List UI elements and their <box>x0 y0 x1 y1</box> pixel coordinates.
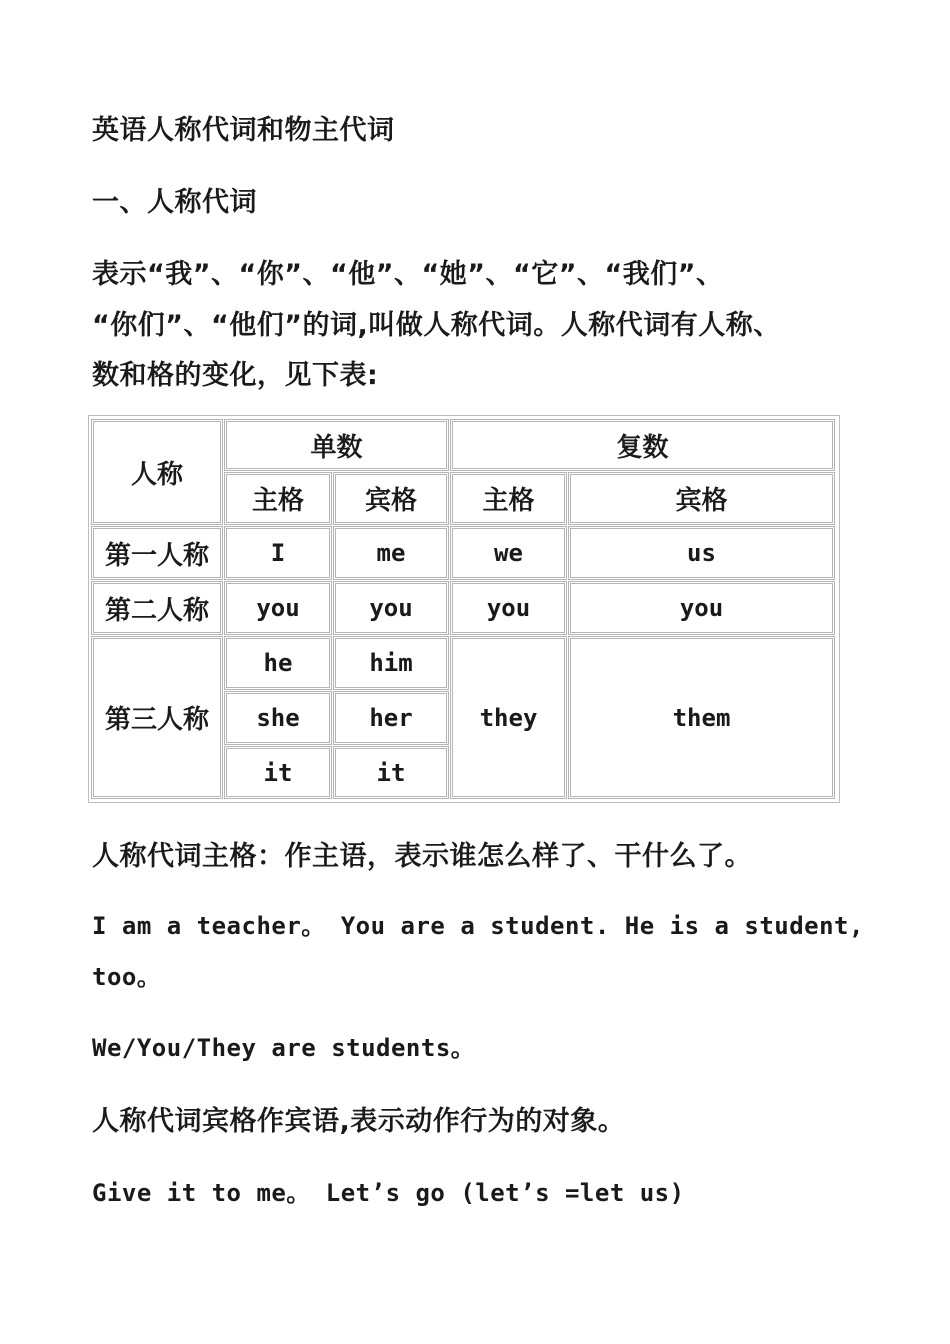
example-sentence-2: We/You/They are students。 <box>92 1034 476 1062</box>
intro-line-3: 数和格的变化，见下表: <box>92 360 379 391</box>
third-person-label: 第三人称 <box>91 636 223 799</box>
table-cell: I <box>224 526 332 580</box>
table-cell: me <box>333 526 449 580</box>
table-cell: he <box>224 636 332 690</box>
table-cell: us <box>568 526 835 580</box>
table-cell: you <box>450 581 567 635</box>
person-header-cell: 人称 <box>91 419 223 525</box>
singular-header-cell: 单数 <box>224 419 449 471</box>
table-cell: they <box>450 636 567 799</box>
plural-subject-header: 主格 <box>450 472 567 525</box>
section-heading: 一、人称代词 <box>92 187 257 218</box>
intro-line-2: “你们”、“他们”的词,叫做人称代词。人称代词有人称、 <box>92 310 781 341</box>
example-sentence-1: I am a teacher。 You are a student. He is a student, <box>92 912 864 940</box>
subject-case-note: 人称代词主格：作主语，表示谁怎么样了、干什么了。 <box>92 841 752 872</box>
singular-subject-header: 主格 <box>224 472 332 525</box>
plural-object-header: 宾格 <box>568 472 835 525</box>
object-case-note: 人称代词宾格作宾语,表示动作行为的对象。 <box>92 1106 626 1137</box>
intro-line-1: 表示“我”、“你”、“他”、“她”、“它”、“我们”、 <box>92 259 724 290</box>
document-title: 英语人称代词和物主代词 <box>92 115 395 146</box>
first-person-label: 第一人称 <box>91 526 223 580</box>
table-cell: him <box>333 636 449 690</box>
example-sentence-3: Give it to me。 Let’s go (let’s =let us) <box>92 1179 685 1207</box>
singular-object-header: 宾格 <box>333 472 449 525</box>
table-cell: it <box>224 746 332 799</box>
plural-header-cell: 复数 <box>450 419 835 471</box>
table-cell: you <box>224 581 332 635</box>
table-cell: her <box>333 691 449 745</box>
table-cell: we <box>450 526 567 580</box>
example-sentence-1-cont: too。 <box>92 963 162 991</box>
table-cell: she <box>224 691 332 745</box>
table-cell: it <box>333 746 449 799</box>
table-cell: them <box>568 636 835 799</box>
second-person-label: 第二人称 <box>91 581 223 635</box>
table-cell: you <box>568 581 835 635</box>
table-cell: you <box>333 581 449 635</box>
